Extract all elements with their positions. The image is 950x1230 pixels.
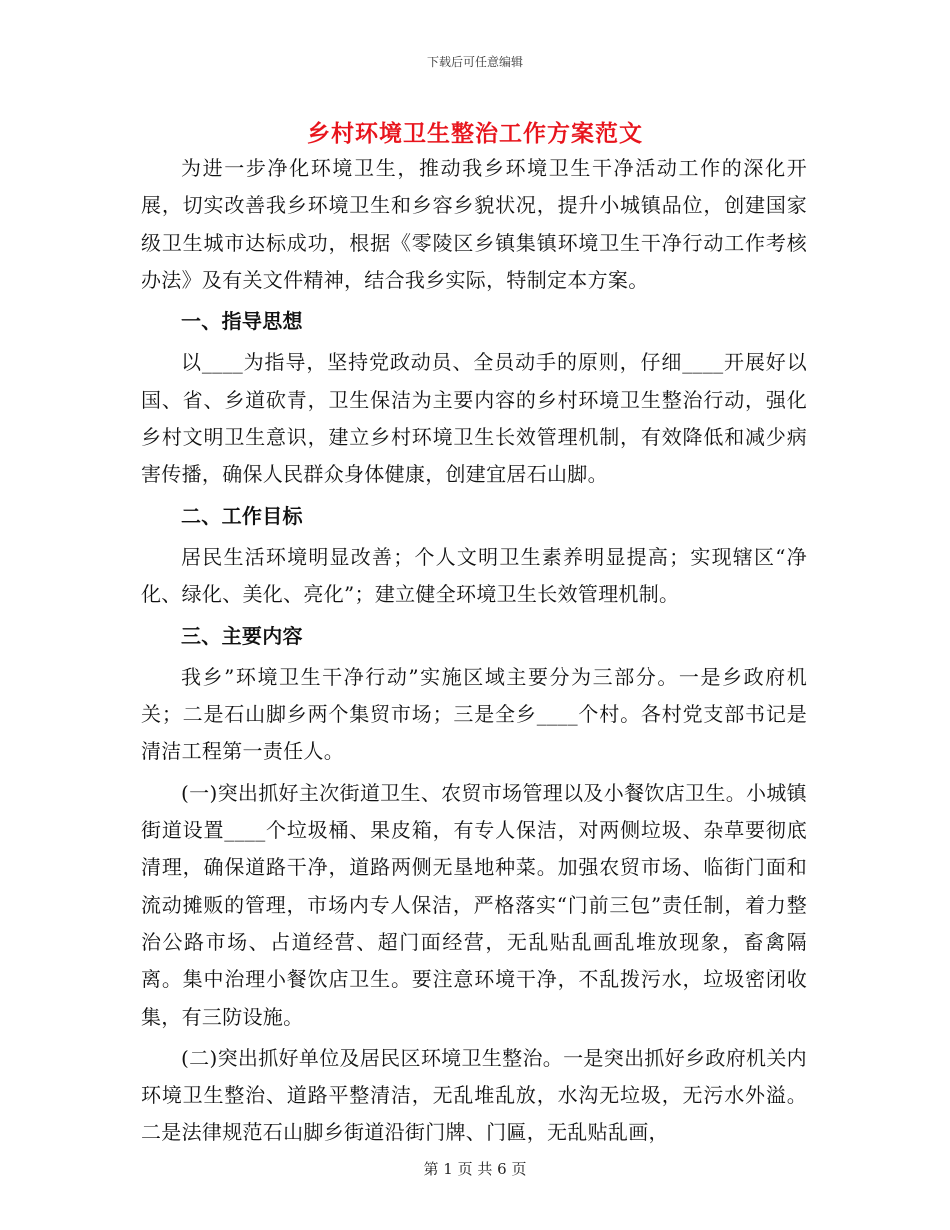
item-one-paragraph: (一)突出抓好主次街道卫生、农贸市场管理以及小餐饮店卫生。小城镇街道设置____个垃圾桶、果皮箱，有专人保洁，对两侧垃圾、杂草要彻底清理，确保道路干净，道路两侧无垦地种菜。加强农贸市场、临街门面和流动摊贩的管理，市场内专人保洁，严格落实“门前三包”责任制，着力整治公路市场、占道经营、超门面经营，无乱贴乱画乱堆放现象，畜禽隔离。集中治理小餐饮店卫生。要注意环境干净，不乱拨污水，垃圾密闭收集，有三防设施。 xyxy=(141,780,807,1029)
work-goals-paragraph: 居民生活环境明显改善；个人文明卫生素养明显提高；实现辖区“净化、绿化、美化、亮化”；建立健全环境卫生长效管理机制。 xyxy=(141,544,807,607)
document-body xyxy=(141,150,807,1152)
section-heading-guiding-thought: 一、指导思想 xyxy=(181,309,303,334)
main-content-paragraph: 我乡”环境卫生干净行动”实施区域主要分为三部分。一是乡政府机关；二是石山脚乡两个集贸市场；三是全乡____个村。各村党支部书记是清洁工程第一责任人。 xyxy=(141,664,807,764)
item-two-paragraph: (二)突出抓好单位及居民区环境卫生整治。一是突出抓好乡政府机关内环境卫生整治、道路平整清洁，无乱堆乱放，水沟无垃圾，无污水外溢。二是法律规范石山脚乡街道沿街门牌、门匾，无乱贴乱画， xyxy=(141,1045,807,1145)
section-heading-main-content: 三、主要内容 xyxy=(181,623,303,648)
section-heading-work-goals: 二、工作目标 xyxy=(181,503,303,528)
page-footer-number: 第 1 页 共 6 页 xyxy=(423,1160,527,1178)
page-header-note: 下载后可任意编辑 xyxy=(426,55,523,69)
intro-paragraph: 为进一步净化环境卫生，推动我乡环境卫生干净活动工作的深化开展，切实改善我乡环境卫生和乡容乡貌状况，提升小城镇品位，创建国家级卫生城市达标成功，根据《零陵区乡镇集镇环境卫生干净行动工作考核办法》及有关文件精神，结合我乡实际，特制定本方案。 xyxy=(141,156,807,292)
document-title: 乡村环境卫生整治工作方案范文 xyxy=(307,120,643,147)
guiding-thought-paragraph: 以____为指导，坚持党政动员、全员动手的原则，仔细____开展好以国、省、乡道砍青，卫生保洁为主要内容的乡村环境卫生整治行动，强化乡村文明卫生意识，建立乡村环境卫生长效管理机制，有效降低和减少病害传播，确保人民群众身体健康，创建宜居石山脚。 xyxy=(141,350,807,487)
